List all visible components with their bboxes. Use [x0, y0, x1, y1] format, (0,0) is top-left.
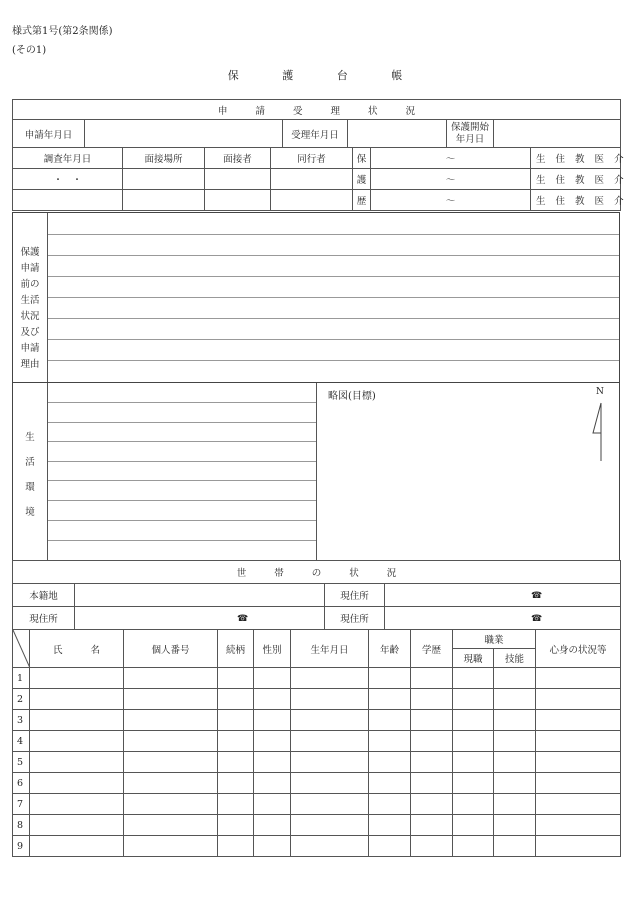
form-number: 様式第1号(第2条関係)	[12, 26, 113, 37]
member-sex-field[interactable]	[254, 794, 291, 815]
member-skill-field[interactable]	[494, 773, 536, 794]
member-education-field[interactable]	[411, 815, 453, 836]
row-number: 9	[13, 836, 30, 857]
member-sex-field[interactable]	[254, 815, 291, 836]
sex-column-header: 性別	[254, 630, 291, 668]
member-current-job-field[interactable]	[453, 710, 494, 731]
member-current-job-field[interactable]	[453, 752, 494, 773]
application-status-heading: 申 請 受 理 状 況	[13, 100, 621, 120]
protection-start-label	[447, 120, 494, 148]
member-current-job-field[interactable]	[453, 668, 494, 689]
member-condition-field[interactable]	[536, 710, 621, 731]
member-birthdate-field[interactable]	[291, 731, 369, 752]
member-age-field[interactable]	[369, 668, 411, 689]
member-age-field[interactable]	[369, 689, 411, 710]
domicile-label: 本籍地	[13, 584, 75, 607]
protection-start-label-line: 年月日	[455, 133, 485, 145]
current-address-label: 現住所	[325, 584, 385, 607]
application-status-table	[12, 99, 621, 148]
member-current-job-field[interactable]	[453, 731, 494, 752]
member-current-job-field[interactable]	[453, 836, 494, 857]
row-number: 7	[13, 794, 30, 815]
sketch-label: 略図(目標)	[328, 391, 376, 402]
life-before-section	[12, 212, 620, 383]
current-job-column-header: 現職	[453, 649, 494, 668]
member-personal-number-field[interactable]	[124, 752, 218, 773]
aid-type-options[interactable]: 生 住 教 医 介	[531, 190, 621, 211]
member-relation-field[interactable]	[218, 731, 254, 752]
member-skill-field[interactable]	[494, 668, 536, 689]
member-sex-field[interactable]	[254, 752, 291, 773]
history-period-field[interactable]: 〜	[371, 148, 531, 169]
member-personal-number-field[interactable]	[124, 710, 218, 731]
member-birthdate-field[interactable]	[291, 668, 369, 689]
household-members-table	[12, 629, 621, 857]
member-birthdate-field[interactable]	[291, 794, 369, 815]
member-sex-field[interactable]	[254, 731, 291, 752]
member-name-field[interactable]	[30, 836, 124, 857]
member-condition-field[interactable]	[536, 752, 621, 773]
skill-column-header: 技能	[494, 649, 536, 668]
survey-date-label: 調査年月日	[13, 148, 123, 169]
title-char: 帳	[391, 69, 403, 82]
north-label: N	[596, 387, 604, 397]
member-birthdate-field[interactable]	[291, 689, 369, 710]
member-skill-field[interactable]	[494, 689, 536, 710]
living-environment-label: 生 活 環 境	[25, 432, 35, 518]
relation-column-header: 続柄	[218, 630, 254, 668]
current-address-label: 現住所	[325, 607, 385, 630]
member-relation-field[interactable]	[218, 689, 254, 710]
member-education-field[interactable]	[411, 773, 453, 794]
history-label-char: 歴	[353, 190, 371, 211]
member-relation-field[interactable]	[218, 794, 254, 815]
member-age-field[interactable]	[369, 773, 411, 794]
apply-date-label: 申請年月日	[13, 120, 85, 148]
protection-start-label-line: 保護開始	[450, 121, 489, 133]
member-condition-field[interactable]	[536, 794, 621, 815]
domicile-field[interactable]	[75, 584, 325, 607]
phone-icon: ☎	[531, 590, 543, 601]
member-education-field[interactable]	[411, 752, 453, 773]
member-age-field[interactable]	[369, 815, 411, 836]
history-label-char: 保	[353, 148, 371, 169]
member-education-field[interactable]	[411, 836, 453, 857]
member-sex-field[interactable]	[254, 668, 291, 689]
member-relation-field[interactable]	[218, 668, 254, 689]
interviewer-field[interactable]	[205, 169, 271, 190]
page-title	[0, 67, 630, 83]
member-personal-number-field[interactable]	[124, 731, 218, 752]
member-birthdate-field[interactable]	[291, 815, 369, 836]
education-column-header: 学歴	[411, 630, 453, 668]
member-name-field[interactable]	[30, 794, 124, 815]
member-name-field[interactable]	[30, 731, 124, 752]
title-char: 台	[336, 69, 348, 82]
accept-date-label: 受理年月日	[283, 120, 348, 148]
accept-date-field[interactable]	[348, 120, 447, 148]
interview-place-field[interactable]	[123, 169, 205, 190]
member-skill-field[interactable]	[494, 794, 536, 815]
interview-place-label: 面接場所	[123, 148, 205, 169]
member-relation-field[interactable]	[218, 773, 254, 794]
row-number: 5	[13, 752, 30, 773]
living-environment-section	[12, 382, 620, 561]
member-relation-field[interactable]	[218, 710, 254, 731]
member-age-field[interactable]	[369, 710, 411, 731]
row-number: 2	[13, 689, 30, 710]
member-current-job-field[interactable]	[453, 773, 494, 794]
name-column-header: 氏 名	[30, 630, 124, 668]
protection-start-field[interactable]	[494, 120, 621, 148]
member-age-field[interactable]	[369, 752, 411, 773]
member-condition-field[interactable]	[536, 668, 621, 689]
member-personal-number-field[interactable]	[124, 815, 218, 836]
title-char: 護	[282, 69, 294, 82]
diagonal-corner-cell	[13, 630, 30, 668]
member-condition-field[interactable]	[536, 731, 621, 752]
north-arrow-icon	[591, 399, 611, 463]
diagonal-line-icon	[13, 630, 30, 668]
row-number: 6	[13, 773, 30, 794]
member-personal-number-field[interactable]	[124, 836, 218, 857]
companion-field[interactable]	[271, 169, 353, 190]
survey-date-field[interactable]: ・ ・	[13, 169, 123, 190]
member-condition-field[interactable]	[536, 773, 621, 794]
member-birthdate-field[interactable]	[291, 773, 369, 794]
member-sex-field[interactable]	[254, 836, 291, 857]
life-before-label: 保護 申請 前の 生活 状況 及び 申請 理由	[20, 247, 40, 370]
aid-type-options[interactable]: 生 住 教 医 介	[531, 148, 621, 169]
life-before-writing-area[interactable]	[48, 213, 619, 382]
member-personal-number-field[interactable]	[124, 773, 218, 794]
survey-date-field[interactable]	[13, 190, 123, 211]
history-label-char: 護	[353, 169, 371, 190]
member-sex-field[interactable]	[254, 710, 291, 731]
member-skill-field[interactable]	[494, 731, 536, 752]
member-name-field[interactable]	[30, 773, 124, 794]
birthdate-column-header: 生年月日	[291, 630, 369, 668]
member-name-field[interactable]	[30, 689, 124, 710]
member-sex-field[interactable]	[254, 689, 291, 710]
current-address-field[interactable]	[385, 607, 621, 630]
member-age-field[interactable]	[369, 794, 411, 815]
companion-field[interactable]	[271, 190, 353, 211]
member-condition-field[interactable]	[536, 836, 621, 857]
current-address-label: 現住所	[13, 607, 75, 630]
current-address-field[interactable]	[75, 607, 325, 630]
member-current-job-field[interactable]	[453, 689, 494, 710]
sketch-map-area[interactable]	[317, 401, 619, 559]
member-birthdate-field[interactable]	[291, 836, 369, 857]
household-address-table	[12, 560, 621, 630]
survey-table	[12, 147, 624, 211]
history-period-field[interactable]: 〜	[371, 190, 531, 211]
member-current-job-field[interactable]	[453, 794, 494, 815]
interviewer-field[interactable]	[205, 190, 271, 211]
member-personal-number-field[interactable]	[124, 689, 218, 710]
history-period-field[interactable]: 〜	[371, 169, 531, 190]
age-column-header: 年齢	[369, 630, 411, 668]
interview-place-field[interactable]	[123, 190, 205, 211]
member-relation-field[interactable]	[218, 815, 254, 836]
member-name-field[interactable]	[30, 710, 124, 731]
member-sex-field[interactable]	[254, 773, 291, 794]
personal-number-column-header: 個人番号	[124, 630, 218, 668]
member-condition-field[interactable]	[536, 815, 621, 836]
row-number: 8	[13, 815, 30, 836]
member-skill-field[interactable]	[494, 815, 536, 836]
phone-icon: ☎	[531, 613, 543, 624]
member-education-field[interactable]	[411, 794, 453, 815]
row-number: 4	[13, 731, 30, 752]
member-age-field[interactable]	[369, 836, 411, 857]
member-name-field[interactable]	[30, 815, 124, 836]
row-number: 1	[13, 668, 30, 689]
member-current-job-field[interactable]	[453, 815, 494, 836]
phone-icon: ☎	[237, 613, 249, 624]
member-education-field[interactable]	[411, 668, 453, 689]
apply-date-field[interactable]	[85, 120, 283, 148]
member-birthdate-field[interactable]	[291, 752, 369, 773]
member-education-field[interactable]	[411, 710, 453, 731]
condition-column-header: 心身の状況等	[536, 630, 621, 668]
occupation-column-header: 職業	[453, 630, 536, 649]
member-skill-field[interactable]	[494, 836, 536, 857]
title-char: 保	[227, 69, 239, 82]
member-name-field[interactable]	[30, 668, 124, 689]
companion-label: 同行者	[271, 148, 353, 169]
member-education-field[interactable]	[411, 689, 453, 710]
member-relation-field[interactable]	[218, 752, 254, 773]
form-part: (その1)	[12, 45, 47, 56]
member-condition-field[interactable]	[536, 689, 621, 710]
member-skill-field[interactable]	[494, 710, 536, 731]
member-education-field[interactable]	[411, 731, 453, 752]
member-personal-number-field[interactable]	[124, 668, 218, 689]
aid-type-options[interactable]: 生 住 教 医 介	[531, 169, 621, 190]
interviewer-label: 面接者	[205, 148, 271, 169]
living-environment-writing-area[interactable]	[48, 383, 316, 560]
member-age-field[interactable]	[369, 731, 411, 752]
current-address-field[interactable]	[385, 584, 621, 607]
member-relation-field[interactable]	[218, 836, 254, 857]
row-number: 3	[13, 710, 30, 731]
member-name-field[interactable]	[30, 752, 124, 773]
member-personal-number-field[interactable]	[124, 794, 218, 815]
member-skill-field[interactable]	[494, 752, 536, 773]
member-birthdate-field[interactable]	[291, 710, 369, 731]
household-status-heading: 世 帯 の 状 況	[13, 561, 621, 584]
